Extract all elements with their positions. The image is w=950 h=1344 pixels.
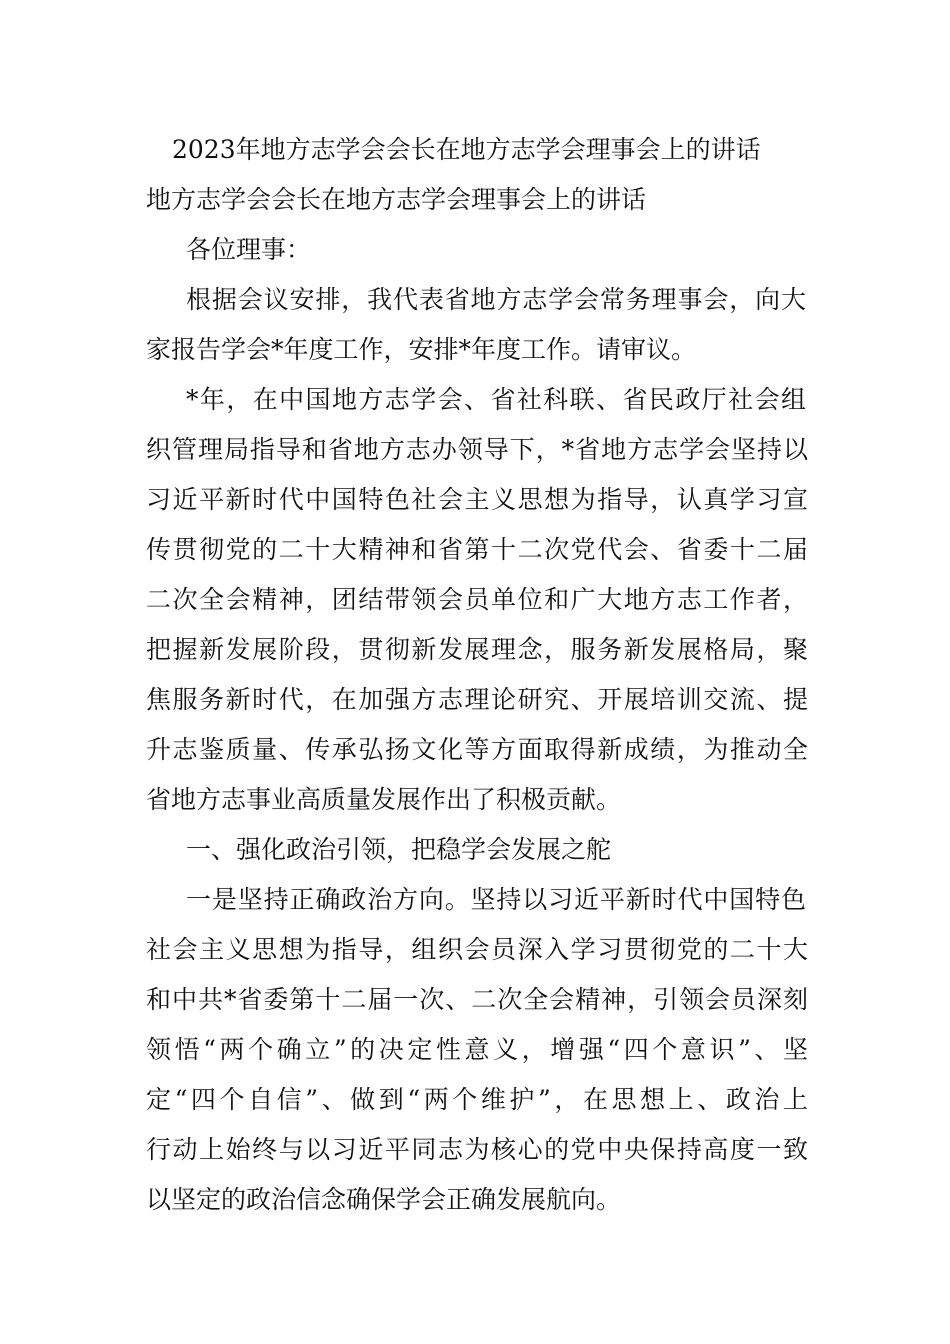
salutation: 各位理事： [186, 235, 312, 264]
paragraph-line: 焦服务新时代，在加强方志理论研究、开展培训交流、提 [146, 685, 808, 714]
paragraph-line: 省地方志事业高质量发展作出了积极贡献。 [146, 785, 622, 814]
paragraph-line: 传贯彻党的二十大精神和省第十二次党代会、省委十二届 [146, 535, 808, 564]
paragraph-line: 领悟“两个确立”的决定性意义，增强“四个意识”、坚 [146, 1035, 808, 1064]
paragraph-line: 织管理局指导和省地方志办领导下，*省地方志学会坚持以 [146, 435, 808, 464]
paragraph-line: 一是坚持正确政治方向。坚持以习近平新时代中国特色 [186, 885, 806, 914]
paragraph-line: 根据会议安排，我代表省地方志学会常务理事会，向大 [186, 285, 806, 314]
paragraph-line: 升志鉴质量、传承弘扬文化等方面取得新成绩，为推动全 [146, 735, 808, 764]
paragraph-line: 和中共*省委第十二届一次、二次全会精神，引领会员深刻 [146, 985, 808, 1014]
paragraph-line: 定“四个自信”、做到“两个维护”，在思想上、政治上 [146, 1085, 808, 1114]
document-subtitle: 地方志学会会长在地方志学会理事会上的讲话 [146, 185, 647, 214]
paragraph-line: 二次全会精神，团结带领会员单位和广大地方志工作者， [146, 585, 808, 614]
paragraph-line: 家报告学会*年度工作，安排*年度工作。请审议。 [146, 335, 697, 364]
paragraph-line: *年，在中国地方志学会、省社科联、省民政厅社会组 [186, 385, 806, 414]
paragraph-line: 行动上始终与以习近平同志为核心的党中央保持高度一致 [146, 1135, 808, 1164]
section-heading: 一、强化政治引领，把稳学会发展之舵 [186, 835, 612, 864]
paragraph-line: 以坚定的政治信念确保学会正确发展航向。 [146, 1185, 622, 1214]
paragraph-line: 习近平新时代中国特色社会主义思想为指导，认真学习宣 [146, 485, 808, 514]
paragraph-line: 社会主义思想为指导，组织会员深入学习贯彻党的二十大 [146, 935, 808, 964]
paragraph-line: 把握新发展阶段，贯彻新发展理念，服务新发展格局，聚 [146, 635, 808, 664]
document-title: 2023年地方志学会会长在地方志学会理事会上的讲话 [172, 135, 761, 164]
